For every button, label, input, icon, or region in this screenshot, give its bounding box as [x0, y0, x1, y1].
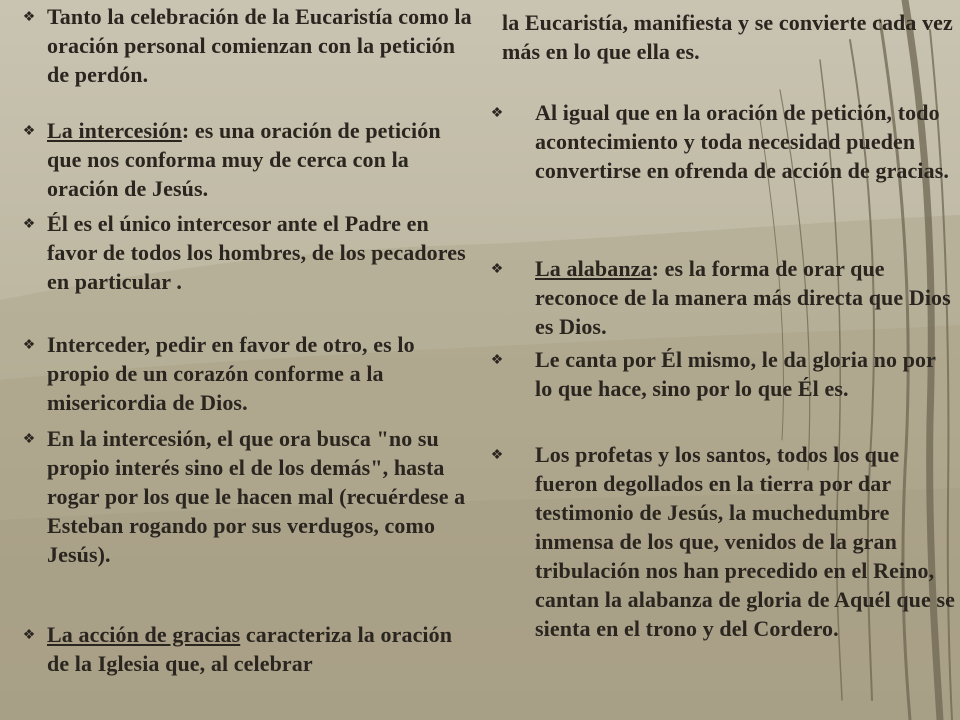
item-text: La intercesión: es una oración de petición que nos conforma muy de cerca con la oración de Jesús. [47, 118, 441, 201]
diamond-bullet-icon: ❖ [490, 353, 504, 368]
list-item [490, 345, 955, 403]
list-item [22, 620, 472, 678]
diamond-bullet-icon: ❖ [490, 106, 504, 121]
term-alabanza: La alabanza [535, 256, 652, 281]
item-text: la Eucaristía, manifiesta y se convierte cada vez más en lo que ella es. [502, 10, 953, 64]
diamond-bullet-icon: ❖ [22, 10, 36, 25]
list-item [22, 2, 472, 89]
item-text: La acción de gracias caracteriza la oración de la Iglesia que, al celebrar [47, 622, 453, 676]
list-item [490, 98, 955, 185]
item-text: En la intercesión, el que ora busca "no su propio interés sino el de los demás", hasta rogar por los que le hacen mal (recuérdese a Esteban rogando por sus verdugos, como Jesús). [47, 426, 466, 567]
diamond-bullet-icon: ❖ [490, 262, 504, 277]
diamond-bullet-icon: ❖ [22, 124, 36, 139]
diamond-bullet-icon: ❖ [22, 217, 36, 232]
list-item [22, 330, 472, 417]
list-item-continuation [490, 8, 955, 66]
term-accion-de-gracias: La acción de gracias [47, 622, 241, 647]
item-text: La alabanza: es la forma de orar que reconoce de la manera más directa que Dios es Dios. [535, 256, 951, 339]
diamond-bullet-icon: ❖ [22, 338, 36, 353]
list-item [22, 209, 472, 296]
item-text: Interceder, pedir en favor de otro, es lo propio de un corazón conforme a la misericordia de Dios. [47, 332, 415, 415]
item-text: Le canta por Él mismo, le da gloria no por lo que hace, sino por lo que Él es. [535, 347, 936, 401]
item-text: Los profetas y los santos, todos los que fueron degollados en la tierra por dar testimonio de Jesús, la muchedumbre inmensa de los que, venidos de la gran tribulación nos han precedido en el Reino, cantan la alabanza de gloria de Aquél que se sienta en el trono y del Cordero. [535, 442, 955, 641]
diamond-bullet-icon: ❖ [22, 432, 36, 447]
diamond-bullet-icon: ❖ [22, 628, 36, 643]
item-text: Tanto la celebración de la Eucaristía como la oración personal comienzan con la petición de perdón. [47, 4, 472, 87]
term-intercesion: La intercesión [47, 118, 182, 143]
diamond-bullet-icon: ❖ [490, 448, 504, 463]
list-item [490, 254, 955, 341]
list-item [22, 116, 472, 203]
item-text: Al igual que en la oración de petición, todo acontecimiento y toda necesidad pueden convertirse en ofrenda de acción de gracias. [535, 100, 949, 183]
list-item [490, 440, 955, 643]
list-item [22, 424, 472, 569]
item-text: Él es el único intercesor ante el Padre en favor de todos los hombres, de los pecadores en particular . [47, 211, 466, 294]
